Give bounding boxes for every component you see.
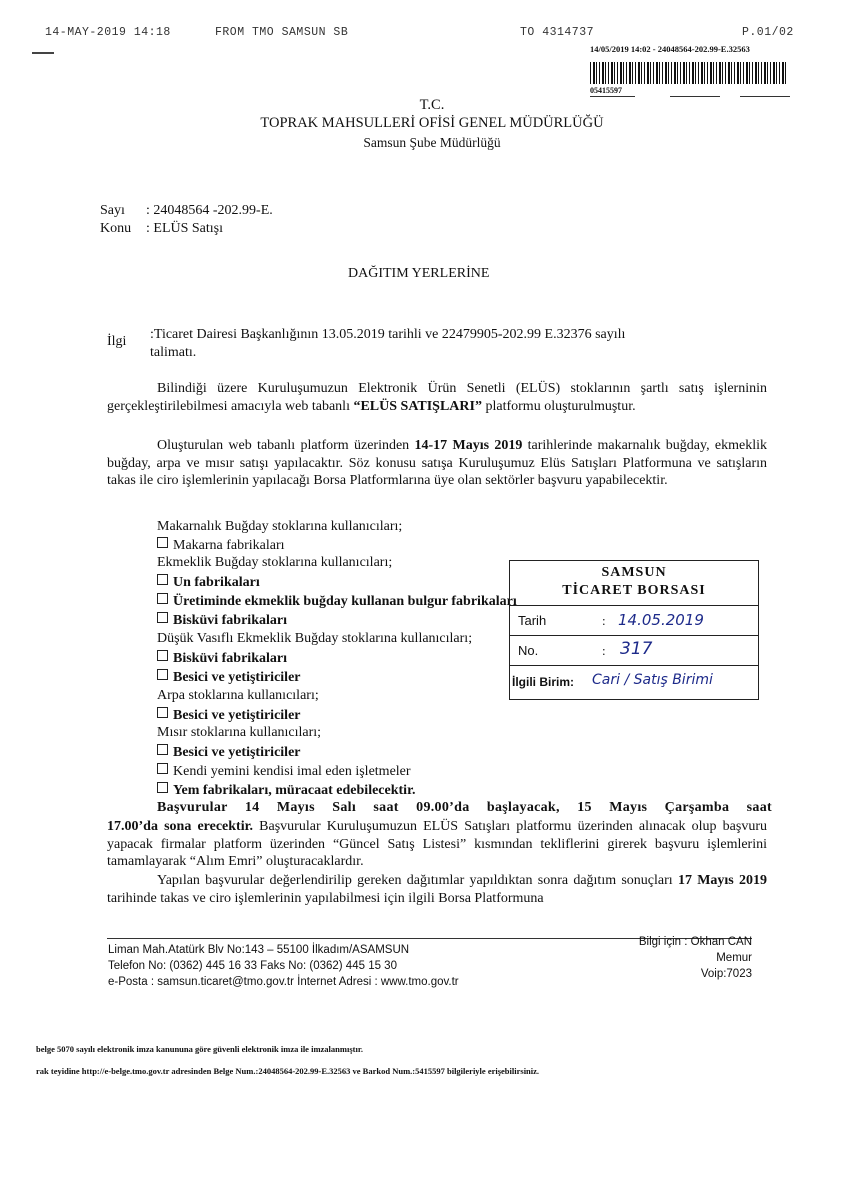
p1-bold: “ELÜS SATIŞLARI” bbox=[353, 398, 482, 414]
ilgi-line2: talimatı. bbox=[150, 344, 197, 360]
applications-rest: Başvurular Kuruluşumuzun ELÜS Satışları platformu üzerinden alınacak olup başvuru yapacak firmalar platform üzerinden “Güncel Satış Listesi” kısmından tekliflerini girerek başvuru işlemlerini tamamlayarak “Alım Emri” oluşturacaklardır. bbox=[107, 819, 768, 869]
checkbox-icon bbox=[157, 744, 168, 755]
fax-page: P.01/02 bbox=[742, 26, 794, 39]
group-title-misir: Mısır stoklarına kullanıcıları; bbox=[157, 725, 322, 740]
applications-bold-line: Başvurular 14 Mayıs Salı saat 09.00’da başlayacak, 15 Mayıs Çarşamba saat bbox=[157, 800, 772, 815]
list-item-label: Yem fabrikaları, müracaat edebilecektir. bbox=[173, 783, 416, 798]
letterhead-branch: Samsun Şube Müdürlüğü bbox=[363, 135, 501, 150]
stamp-no-colon: : bbox=[602, 643, 606, 658]
stamp-title-2: TİCARET BORSASI bbox=[562, 583, 706, 598]
checkbox-icon bbox=[157, 669, 168, 680]
list-item bbox=[157, 612, 287, 629]
esign-note-1: belge 5070 sayılı elektronik imza kanununa göre güvenli elektronik imza ile imzalanmıştır. bbox=[36, 1044, 363, 1054]
footer-address: Liman Mah.Atatürk Blv No:143 – 55100 İlkadım/ASAMSUN bbox=[108, 944, 410, 956]
p2-bold: 14-17 Mayıs 2019 bbox=[414, 438, 523, 453]
stamp-tarih-colon: : bbox=[602, 613, 606, 628]
barcode-number: 05415597 bbox=[590, 86, 622, 95]
list-item-label: Besici ve yetiştiriciler bbox=[173, 670, 301, 685]
list-item bbox=[157, 574, 260, 591]
p1-end: platformu oluşturulmuştur. bbox=[485, 398, 636, 414]
applications-bold-line2: 17.00’da sona erecektir. bbox=[107, 819, 254, 834]
footer-phone: Telefon No: (0362) 445 16 33 Faks No: (0362) 445 15 30 bbox=[108, 960, 397, 972]
checkbox-icon bbox=[157, 593, 168, 604]
paragraph-4 bbox=[107, 872, 767, 907]
ticaret-borsasi-stamp bbox=[509, 560, 759, 700]
fax-to: TO 4314737 bbox=[520, 26, 595, 39]
list-item-label: Kendi yemini kendisi imal eden işletmeler bbox=[173, 764, 411, 779]
p1-text: Bilindiği üzere Kuruluşumuzun Elektronik Ürün Senetli (ELÜS) stoklarının şartlı satış işlerninin gerçekleştirilebilmesi amacıyla web tabanlı bbox=[107, 381, 767, 414]
checkbox-icon bbox=[157, 537, 168, 548]
list-item bbox=[157, 537, 285, 554]
p2-start: Oluşturulan web tabanlı platform üzerinden bbox=[157, 438, 410, 453]
stamp-no-label: No. bbox=[518, 643, 539, 658]
doc-ref-line: 14/05/2019 14:02 - 24048564-202.99-E.32563 bbox=[590, 44, 750, 54]
fax-from: FROM TMO SAMSUN SB bbox=[215, 26, 349, 39]
group-title-ekmeklik: Ekmeklik Buğday stoklarına kullanıcıları; bbox=[157, 555, 393, 570]
checkbox-icon bbox=[157, 574, 168, 585]
list-item-label: Bisküvi fabrikaları bbox=[173, 651, 287, 666]
list-item-label: Üretiminde ekmeklik buğday kullanan bulgur fabrikaları bbox=[173, 594, 517, 609]
stamp-divider bbox=[510, 605, 758, 606]
list-item-label: Besici ve yetiştiriciler bbox=[173, 708, 301, 723]
sayi-value: : 24048564 -202.99-E. bbox=[146, 203, 273, 218]
list-item bbox=[157, 593, 517, 610]
konu-value: : ELÜS Satışı bbox=[146, 221, 224, 236]
konu-label: Konu bbox=[100, 221, 132, 236]
checkbox-icon bbox=[157, 612, 168, 623]
list-item bbox=[157, 763, 411, 780]
footer-info-3: Voip:7023 bbox=[700, 968, 752, 980]
group-title-makarnalik: Makarnalık Buğday stoklarına kullanıcıları; bbox=[157, 519, 403, 534]
ilgi-line1: :Ticaret Dairesi Başkanlığının 13.05.2019 tarihli ve 22479905-202.99 E.32376 sayılı bbox=[150, 327, 626, 342]
letterhead-org: TOPRAK MAHSULLERİ OFİSİ GENEL MÜDÜRLÜĞÜ bbox=[260, 115, 604, 131]
group-title-dusuk-vasifli: Düşük Vasıflı Ekmeklik Buğday stoklarına kullanıcıları; bbox=[157, 631, 473, 646]
footer-email: e-Posta : samsun.ticaret@tmo.gov.tr İnternet Adresi : www.tmo.gov.tr bbox=[108, 976, 459, 988]
checkbox-icon bbox=[157, 707, 168, 718]
p2-end: tarihlerinde makarnalık buğday, ekmeklik buğday, arpa ve mısır satışı yapılacaktır. Söz konusu satışa Kuruluşumuz Elüs Satışları Platformuna ve satışların takas ile ciro işlemlerinin yapılacağı Borsa Platformlarına üye olan sektörler başvuru yapabilecektir. bbox=[107, 438, 767, 488]
p4-end: tarihinde takas ve ciro işlemlerinin yapılabilmesi için ilgili Borsa Platformuna bbox=[107, 890, 544, 906]
paragraph-2 bbox=[107, 437, 767, 490]
applications-paragraph bbox=[107, 818, 767, 871]
list-item-label: Besici ve yetiştiriciler bbox=[173, 745, 301, 760]
stamp-birim-label: İlgili Birim: bbox=[512, 675, 575, 689]
p4-bold: 17 Mayıs 2019 bbox=[677, 873, 768, 888]
list-item-label: Makarna fabrikaları bbox=[173, 538, 285, 553]
checkbox-icon bbox=[157, 650, 168, 661]
esign-note-2: rak teyidine http://e-belge.tmo.gov.tr adresinden Belge Num.:24048564-202.99-E.32563 ve Barkod Num.:5415597 bilgileriyle erişebilirsiniz. bbox=[36, 1066, 540, 1076]
list-item bbox=[157, 669, 301, 686]
stamp-tarih-value: 14.05.2019 bbox=[618, 611, 704, 629]
footer-info-1: Bilgi için : Okhan CAN bbox=[638, 936, 752, 948]
sayi-label: Sayı bbox=[100, 203, 125, 218]
stamp-birim-value: Cari / Satış Birimi bbox=[592, 672, 713, 688]
barcode bbox=[590, 62, 788, 84]
ilgi-text bbox=[150, 326, 770, 361]
list-item-label: Bisküvi fabrikaları bbox=[173, 613, 287, 628]
list-item-label: Un fabrikaları bbox=[173, 575, 260, 590]
list-item bbox=[157, 744, 301, 761]
checkbox-icon bbox=[157, 763, 168, 774]
list-item bbox=[157, 650, 287, 667]
stamp-divider bbox=[510, 665, 758, 666]
ilgi-label: İlgi bbox=[107, 334, 127, 349]
group-title-arpa: Arpa stoklarına kullanıcıları; bbox=[157, 688, 319, 703]
stamp-no-value: 317 bbox=[620, 639, 653, 659]
stamp-divider bbox=[510, 635, 758, 636]
letterhead-tc: T.C. bbox=[419, 97, 445, 113]
margin-mark bbox=[32, 52, 54, 54]
list-item bbox=[157, 707, 301, 724]
fax-date-time: 14-MAY-2019 14:18 bbox=[45, 26, 171, 39]
p4-start: Yapılan başvurular değerlendirilip gereken dağıtımlar yapıldıktan sonra dağıtım sonuçları bbox=[157, 873, 673, 888]
paragraph-1 bbox=[107, 380, 767, 415]
list-item bbox=[157, 782, 416, 799]
stamp-title-1: SAMSUN bbox=[601, 565, 667, 580]
stamp-tarih-label: Tarih bbox=[518, 613, 547, 628]
checkbox-icon bbox=[157, 782, 168, 793]
recipient-heading: DAĞITIM YERLERİNE bbox=[348, 266, 490, 281]
footer-info-2: Memur bbox=[716, 952, 752, 964]
